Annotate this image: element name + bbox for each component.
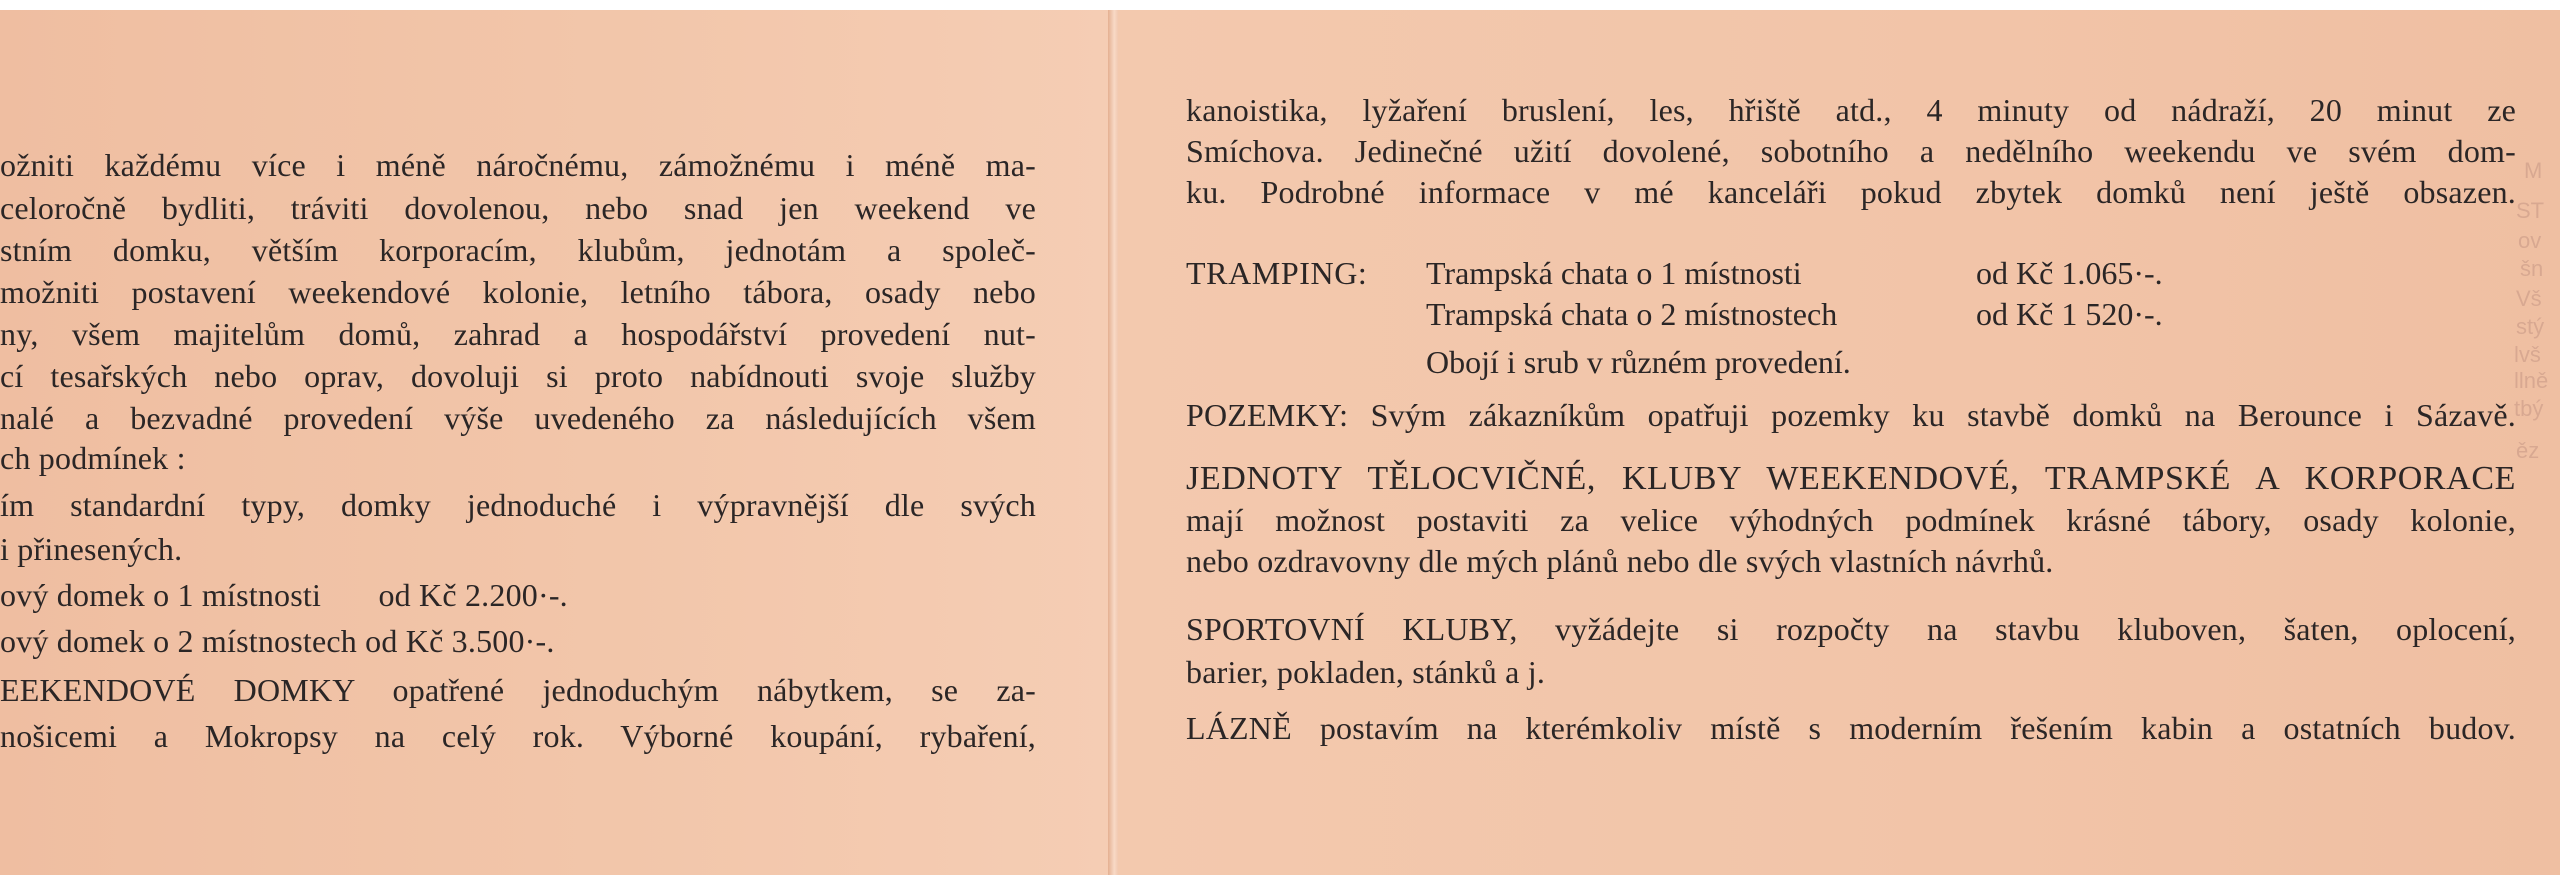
price-line: ový domek o 1 místnosti od Kč 2.200·-. xyxy=(0,577,568,613)
left-text-line: ch podmínek : xyxy=(0,440,186,476)
left-text-line: možniti postavení weekendové kolonie, letního tábora, osady nebo xyxy=(0,274,1036,310)
left-text-line: nošicemi a Mokropsy na celý rok. Výborné koupání, rybaření, xyxy=(0,718,1036,754)
left-text-line: ny, všem majitelům domů, zahrad a hospodářství provedení nut- xyxy=(0,316,1036,352)
jednoty-line: nebo ozdravovny dle mých plánů nebo dle svých vlastních návrhů. xyxy=(1186,543,2054,579)
bleed-through-text: Vš xyxy=(2516,286,2542,311)
sportovni-line: barier, pokladen, stánků a j. xyxy=(1186,654,1546,690)
bleed-through-text: tbý xyxy=(2514,396,2544,421)
right-page xyxy=(1118,10,2560,875)
left-page xyxy=(0,10,1112,875)
pozemky-line: POZEMKY: Svým zákazníkům opatřuji pozemky ku stavbě domků na Berounce i Sázavě. xyxy=(1186,397,2516,433)
tramping-label: TRAMPING: xyxy=(1186,255,1368,291)
tramping-item-name: Trampská chata o 2 místnostech xyxy=(1426,296,1838,332)
bleed-through-text: llně xyxy=(2514,368,2549,393)
tramping-item-name: Trampská chata o 1 místnosti xyxy=(1426,255,1802,291)
intro-line: kanoistika, lyžaření bruslení, les, hřiště atd., 4 minuty od nádraží, 20 minut ze xyxy=(1186,92,2516,128)
left-text-line: celoročně bydliti, tráviti dovolenou, nebo snad jen weekend ve xyxy=(0,190,1036,226)
tramping-note: Obojí i srub v různém provedení. xyxy=(1426,344,1851,380)
left-text-line: stním domku, větším korporacím, klubům, jednotám a společ- xyxy=(0,232,1036,268)
left-text-line: cí tesařských nebo oprav, dovoluji si proto nabídnouti svoje služby xyxy=(0,358,1036,394)
left-text-line: nalé a bezvadné provedení výše uvedeného za následujících všem xyxy=(0,400,1036,436)
bleed-through-text: ěz xyxy=(2516,438,2540,463)
bleed-through-text: ov xyxy=(2518,228,2542,253)
tramping-item-price: od Kč 1.065·-. xyxy=(1976,255,2163,291)
bleed-through-text: stý xyxy=(2516,314,2545,339)
left-text-line: i přinesených. xyxy=(0,531,183,567)
lazne-line: LÁZNĚ postavím na kterémkoliv místě s moderním řešením kabin a ostatních budov. xyxy=(1186,710,2516,746)
brochure-sheet xyxy=(0,10,2560,875)
bleed-through-text: M xyxy=(2524,158,2543,183)
jednoty-line: mají možnost postaviti za velice výhodných podmínek krásné tábory, osady kolonie, xyxy=(1186,502,2516,538)
jednoty-heading: JEDNOTY TĚLOCVIČNÉ, KLUBY WEEKENDOVÉ, TRAMPSKÉ A KORPORACE xyxy=(1186,460,2516,497)
left-text-line: ožniti každému více i méně náročnému, zámožnému i méně ma- xyxy=(0,147,1036,183)
left-text-line: ím standardní typy, domky jednoduché i výpravnější dle svých xyxy=(0,487,1036,523)
intro-line: Smíchova. Jedinečné užití dovolené, sobotního a nedělního weekendu ve svém dom- xyxy=(1186,133,2516,169)
bleed-through-text: ST xyxy=(2516,198,2545,223)
tramping-item-price: od Kč 1 520·-. xyxy=(1976,296,2163,332)
left-text-line: EEKENDOVÉ DOMKY opatřené jednoduchým nábytkem, se za- xyxy=(0,672,1036,708)
intro-line: ku. Podrobné informace v mé kanceláři pokud zbytek domků není ještě obsazen. xyxy=(1186,174,2516,210)
sportovni-line: SPORTOVNÍ KLUBY, vyžádejte si rozpočty na stavbu kluboven, šaten, oplocení, xyxy=(1186,611,2516,647)
bleed-through-text: lvš xyxy=(2514,342,2541,367)
bleed-through-text: šn xyxy=(2520,256,2544,281)
price-line: ový domek o 2 místnostech od Kč 3.500·-. xyxy=(0,623,555,659)
